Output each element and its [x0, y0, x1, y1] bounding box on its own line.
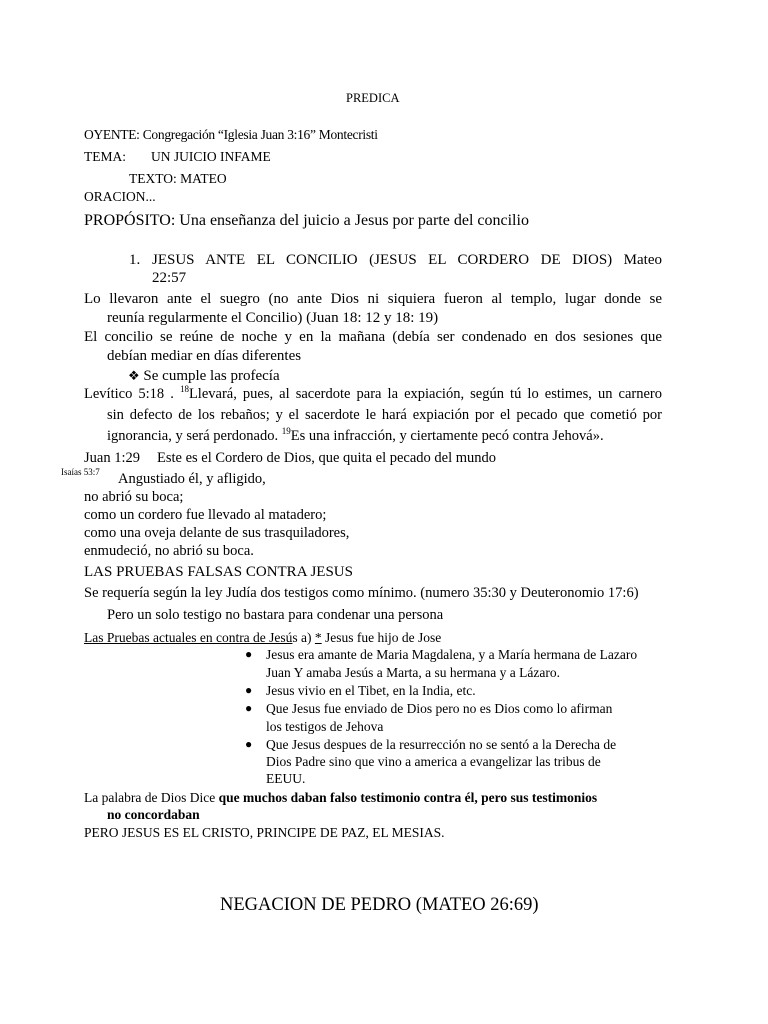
- cristo-line: PERO JESUS ES EL CRISTO, PRINCIPE DE PAZ, EL MESIAS.: [84, 825, 445, 840]
- section-2-title: LAS PRUEBAS FALSAS CONTRA JESUS: [84, 564, 353, 580]
- isaias-line: como un cordero fue llevado al matadero;: [84, 507, 327, 523]
- diamond-bullet-icon: ❖: [128, 368, 140, 383]
- leviticus-line1: [84, 386, 662, 403]
- oyente-line: [84, 127, 378, 143]
- list-item-line: los testigos de Jehova: [266, 719, 384, 734]
- bullet-dot-icon: ●: [245, 647, 253, 661]
- list-item-line: Que Jesus fue enviado de Dios pero no es Dios como lo afirman: [266, 701, 613, 716]
- section-2-line2: Pero un solo testigo no bastara para condenar una persona: [107, 607, 444, 623]
- proposito-line: [84, 212, 529, 230]
- pruebas-star: *: [314, 630, 322, 645]
- palabra-bold-1: que muchos daban falso testimonio contra él, pero sus testimonios: [218, 790, 598, 805]
- prophecy-text: Se cumple las profecía: [143, 368, 280, 384]
- prophecy-bullet: [128, 368, 280, 385]
- list-item-line: Que Jesus despues de la resurrección no se sentó a la Derecha de: [266, 737, 617, 752]
- leviticus-text-3b: Es una infracción, y ciertamente pecó contra Jehová».: [290, 428, 604, 444]
- paragraph-1-line2: reunía regularmente el Concilio) (Juan 18: 12 y 18: 19): [107, 310, 439, 326]
- list-item-line: EEUU.: [266, 771, 306, 786]
- tema-value: UN JUICIO INFAME: [151, 149, 271, 164]
- oyente-label: OYENTE:: [84, 127, 140, 142]
- section-1-title-line2: 22:57: [152, 270, 187, 286]
- pruebas-s: s a): [292, 630, 315, 645]
- leviticus-text-3a: ignorancia, y será perdonado.: [107, 428, 282, 444]
- proposito-text: : Una enseñanza del juicio a Jesus por parte del concilio: [170, 212, 529, 229]
- bullet-dot-icon: ●: [245, 737, 253, 751]
- bullet-dot-icon: ●: [245, 701, 253, 715]
- palabra-line1: [84, 790, 597, 806]
- proposito-label: PROPÓSITO: [84, 212, 171, 229]
- oyente-value: Congregación “Iglesia Juan 3:16” Montecristi: [142, 127, 378, 142]
- list-item-line: Dios Padre sino que vino a america a evangelizar las tribus de: [266, 754, 601, 769]
- paragraph-2-line1: El concilio se reúne de noche y en la mañana (debía ser condenado en dos sesiones que: [84, 329, 662, 345]
- list-item-line: Juan Y amaba Jesús a Marta, a su hermana y a Lázaro.: [266, 665, 561, 680]
- verse-number: 18: [179, 384, 189, 394]
- document-title: PREDICA: [346, 91, 400, 105]
- paragraph-2-line2: debían mediar en días diferentes: [107, 348, 302, 364]
- palabra-bold-2: no concordaban: [107, 807, 200, 822]
- bullet-dot-icon: ●: [245, 683, 253, 697]
- isaias-line: enmudeció, no abrió su boca.: [84, 543, 254, 559]
- section-1-title-line1: JESUS ANTE EL CONCILIO (JESUS EL CORDERO DE DIOS) Mateo: [152, 252, 662, 268]
- palabra-normal: La palabra de Dios Dice: [84, 790, 219, 805]
- paragraph-1-line1: Lo llevaron ante el suegro (no ante Dios ni siquiera fueron al templo, lugar donde se: [84, 291, 662, 307]
- section-2-line1: Se requería según la ley Judía dos testigos como mínimo. (numero 35:30 y Deuteronomio 17:6): [84, 585, 639, 601]
- texto-line: TEXTO: MATEO: [129, 171, 227, 186]
- pruebas-line: [84, 630, 441, 646]
- oracion-line: ORACION...: [84, 189, 156, 204]
- isaias-ref: Isaías 53:7: [61, 467, 100, 477]
- isaias-line: Angustiado él, y afligido,: [118, 471, 266, 487]
- leviticus-text-1: Llevará, pues, al sacerdote para la expiación, según tú lo estimes, un carnero: [188, 386, 662, 402]
- list-item-line: Jesus era amante de Maria Magdalena, y a María hermana de Lazaro: [266, 647, 638, 662]
- isaias-line: no abrió su boca;: [84, 489, 184, 505]
- pruebas-rest: Jesus fue hijo de Jose: [321, 630, 442, 645]
- pruebas-heading: Las Pruebas actuales en contra de Jesú: [84, 630, 293, 645]
- tema-label: TEMA:: [84, 149, 126, 164]
- isaias-line: como una oveja delante de sus trasquiladores,: [84, 525, 350, 541]
- leviticus-line3: [107, 428, 604, 445]
- juan-text: Este es el Cordero de Dios, que quita el pecado del mundo: [157, 450, 497, 466]
- verse-number: 19: [281, 426, 291, 436]
- leviticus-ref: Levítico 5:18 .: [84, 386, 180, 402]
- leviticus-line2: sin defecto de los rebaños; y el sacerdote le hará expiación por el pecado que cometió por: [107, 407, 662, 423]
- list-item-line: Jesus vivio en el Tibet, en la India, etc.: [266, 683, 476, 698]
- section-3-title: NEGACION DE PEDRO (MATEO 26:69): [220, 895, 539, 915]
- juan-ref: Juan 1:29: [84, 450, 140, 466]
- section-1-number: 1.: [129, 252, 141, 268]
